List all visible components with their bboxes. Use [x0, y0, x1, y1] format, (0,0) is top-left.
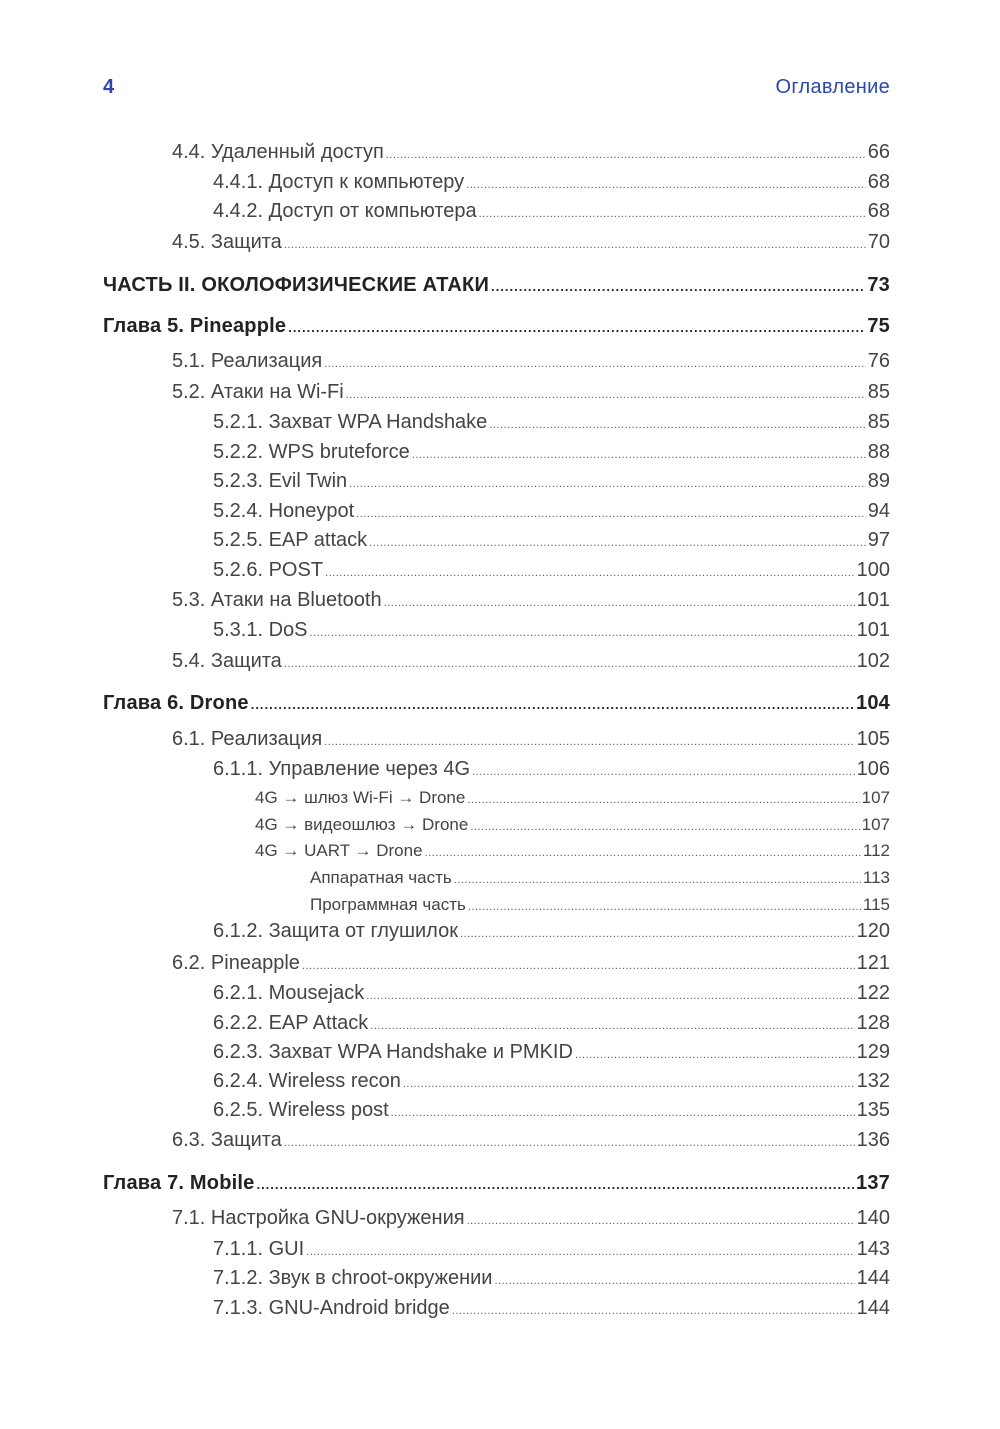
toc-entry[interactable] [213, 529, 890, 552]
toc-entry[interactable] [213, 758, 890, 781]
toc-entry-title: Глава 6. Drone [103, 692, 249, 714]
toc-entry-page: 129 [856, 1041, 890, 1063]
dot-leader [466, 179, 866, 191]
toc-entry-page: 102 [856, 650, 890, 672]
page-number: 4 [103, 76, 115, 98]
dot-leader [310, 627, 855, 639]
toc-entry-title: 5.3.1. DoS [213, 619, 308, 641]
dot-leader [306, 1246, 854, 1258]
dot-leader [470, 821, 859, 833]
dot-leader [454, 874, 861, 886]
dot-leader [472, 766, 855, 778]
toc-entry[interactable] [213, 200, 890, 223]
toc-entry[interactable] [213, 1267, 890, 1290]
toc-entry-page: 132 [856, 1070, 890, 1092]
toc-entry[interactable] [213, 1238, 890, 1261]
dot-leader [284, 1137, 855, 1149]
running-header-title: Оглавление [775, 76, 890, 98]
toc-entry-title: 5.4. Защита [172, 650, 282, 672]
toc-entry[interactable] [213, 441, 890, 464]
dot-leader [494, 1275, 854, 1287]
toc-entry[interactable] [213, 1070, 890, 1093]
toc-entry-page: 68 [867, 200, 890, 222]
toc-entry-page: 73 [867, 274, 890, 296]
toc-entry-title: 7.1.2. Звук в chroot-окружении [213, 1267, 493, 1289]
toc-entry-page: 75 [867, 315, 890, 337]
toc-entry[interactable] [213, 411, 890, 434]
toc-entry[interactable] [213, 1041, 890, 1064]
toc-entry-title: Глава 5. Pineapple [103, 315, 287, 337]
dot-leader [302, 960, 855, 972]
toc-entry-title: 6.2.2. EAP Attack [213, 1012, 369, 1034]
toc-entry-title: 5.2.2. WPS bruteforce [213, 441, 410, 463]
toc-entry[interactable] [213, 470, 890, 493]
toc-entry[interactable] [213, 559, 890, 582]
dot-leader [369, 537, 866, 549]
toc-entry-page: 113 [862, 868, 890, 887]
dot-leader [284, 658, 855, 670]
toc-entry-title: 5.2.6. POST [213, 559, 324, 581]
toc-part-heading[interactable] [103, 274, 890, 297]
toc-entry-page: 107 [861, 815, 890, 834]
toc-entry-title: 5.2.3. Evil Twin [213, 470, 348, 492]
toc-entry-page: 144 [856, 1267, 890, 1289]
toc-entry-title: 7.1.3. GNU-Android bridge [213, 1297, 450, 1319]
toc-entry-page: 105 [856, 728, 890, 750]
toc-entry-page: 85 [867, 381, 890, 403]
dot-leader [256, 1177, 854, 1192]
toc-entry-title: ЧАСТЬ II. ОКОЛОФИЗИЧЕСКИЕ АТАКИ [103, 274, 490, 296]
toc-entry-page: 120 [856, 920, 890, 942]
dot-leader [284, 239, 866, 251]
toc-entry[interactable] [172, 231, 890, 254]
toc-entry-page: 68 [867, 171, 890, 193]
dot-leader [356, 508, 866, 520]
toc-entry[interactable] [310, 868, 890, 888]
dot-leader [386, 149, 866, 161]
toc-entry-title: 6.2.5. Wireless post [213, 1099, 389, 1121]
dot-leader [288, 320, 865, 335]
dot-leader [325, 567, 855, 579]
toc-entry[interactable] [213, 1099, 890, 1122]
dot-leader [489, 419, 865, 431]
dot-leader [346, 389, 866, 401]
toc-entry-page: 106 [856, 758, 890, 780]
toc-entry-title: 4G → UART → Drone [255, 841, 423, 860]
toc-entry-page: 89 [867, 470, 890, 492]
dot-leader [460, 928, 855, 940]
toc-chapter-heading[interactable] [103, 692, 890, 715]
dot-leader [425, 847, 861, 859]
toc-entry[interactable] [172, 1207, 890, 1230]
toc-entry[interactable] [213, 171, 890, 194]
toc-entry[interactable] [172, 650, 890, 673]
dot-leader [384, 597, 855, 609]
toc-entry[interactable] [172, 381, 890, 404]
toc-entry-page: 135 [856, 1099, 890, 1121]
toc-entry-title: 5.2.4. Honeypot [213, 500, 355, 522]
dot-leader [467, 1215, 855, 1227]
toc-entry-page: 100 [856, 559, 890, 581]
toc-entry-title: 5.1. Реализация [172, 350, 323, 372]
toc-entry-page: 112 [862, 841, 890, 860]
toc-entry[interactable] [213, 1297, 890, 1320]
toc-entry-page: 128 [856, 1012, 890, 1034]
toc-chapter-heading[interactable] [103, 315, 890, 338]
toc-entry-title: 6.1. Реализация [172, 728, 323, 750]
toc-entry-page: 94 [867, 500, 890, 522]
dot-leader [479, 208, 866, 220]
toc-entry-page: 70 [867, 231, 890, 253]
dot-leader [452, 1305, 855, 1317]
toc-entry-title: Программная часть [310, 895, 466, 914]
toc-entry[interactable] [172, 952, 890, 975]
toc-entry-page: 115 [862, 895, 890, 914]
toc-entry-page: 104 [856, 692, 890, 714]
dot-leader [412, 449, 866, 461]
toc-entry[interactable] [172, 728, 890, 751]
toc-entry-page: 143 [856, 1238, 890, 1260]
toc-entry-title: 6.1.1. Управление через 4G [213, 758, 471, 780]
toc-entry-title: 4.4. Удаленный доступ [172, 141, 384, 163]
toc-entry-title: 5.2.5. EAP attack [213, 529, 368, 551]
toc-entry-title: 4.5. Защита [172, 231, 282, 253]
dot-leader [251, 697, 854, 712]
toc-entry[interactable] [213, 500, 890, 523]
toc-entry-title: 7.1.1. GUI [213, 1238, 305, 1260]
toc-entry-page: 140 [856, 1207, 890, 1229]
toc-entry[interactable] [172, 350, 890, 373]
dot-leader [349, 478, 866, 490]
toc-entry-page: 76 [867, 350, 890, 372]
toc-entry-page: 107 [861, 788, 890, 807]
toc-entry-page: 136 [856, 1129, 890, 1151]
toc-entry[interactable] [172, 1129, 890, 1152]
toc-entry-page: 137 [856, 1172, 890, 1194]
toc-entry-page: 88 [867, 441, 890, 463]
toc-entry[interactable] [213, 920, 890, 943]
toc-entry-title: Глава 7. Mobile [103, 1172, 255, 1194]
toc-entry[interactable] [255, 788, 890, 808]
dot-leader [324, 358, 866, 370]
dot-leader [391, 1107, 855, 1119]
toc-entry[interactable] [213, 619, 890, 642]
dot-leader [468, 901, 861, 913]
dot-leader [491, 279, 865, 294]
toc-chapter-heading[interactable] [103, 1172, 890, 1195]
toc-entry-title: 4G → шлюз Wi-Fi → Drone [255, 788, 466, 807]
toc-entry-page: 97 [867, 529, 890, 551]
toc-entry-title: 6.2. Pineapple [172, 952, 300, 974]
toc-entry-page: 101 [856, 589, 890, 611]
toc-entry-page: 66 [867, 141, 890, 163]
dot-leader [370, 1020, 854, 1032]
toc-entry-title: 5.2.1. Захват WPA Handshake [213, 411, 488, 433]
toc-entry[interactable] [255, 815, 890, 835]
toc-entry-title: 7.1. Настройка GNU-окружения [172, 1207, 465, 1229]
dot-leader [324, 736, 854, 748]
toc-entry-page: 121 [856, 952, 890, 974]
toc-entry-title: 6.1.2. Защита от глушилок [213, 920, 458, 942]
toc-entry-title: 6.2.3. Захват WPA Handshake и PMKID [213, 1041, 573, 1063]
toc-entry-title: 4.4.1. Доступ к компьютеру [213, 171, 465, 193]
dot-leader [366, 990, 854, 1002]
toc-entry-page: 85 [867, 411, 890, 433]
toc-entry-title: Аппаратная часть [310, 868, 452, 887]
toc-entry-title: 5.2. Атаки на Wi-Fi [172, 381, 344, 403]
toc-entry[interactable] [213, 1012, 890, 1035]
toc-entry-page: 144 [856, 1297, 890, 1319]
toc-entry-title: 5.3. Атаки на Bluetooth [172, 589, 382, 611]
dot-leader [575, 1049, 855, 1061]
toc-entry-title: 6.2.1. Mousejack [213, 982, 365, 1004]
dot-leader [467, 794, 859, 806]
dot-leader [403, 1078, 855, 1090]
toc-entry-page: 101 [856, 619, 890, 641]
toc-entry-title: 6.2.4. Wireless recon [213, 1070, 401, 1092]
toc-entry[interactable] [172, 141, 890, 164]
toc-entry-page: 122 [856, 982, 890, 1004]
toc-entry-title: 4.4.2. Доступ от компьютера [213, 200, 477, 222]
toc-entry-title: 4G → видеошлюз → Drone [255, 815, 469, 834]
toc-entry-title: 6.3. Защита [172, 1129, 282, 1151]
toc-entry[interactable] [255, 841, 890, 861]
toc-entry[interactable] [213, 982, 890, 1005]
toc-entry[interactable] [172, 589, 890, 612]
toc-entry[interactable] [310, 895, 890, 915]
